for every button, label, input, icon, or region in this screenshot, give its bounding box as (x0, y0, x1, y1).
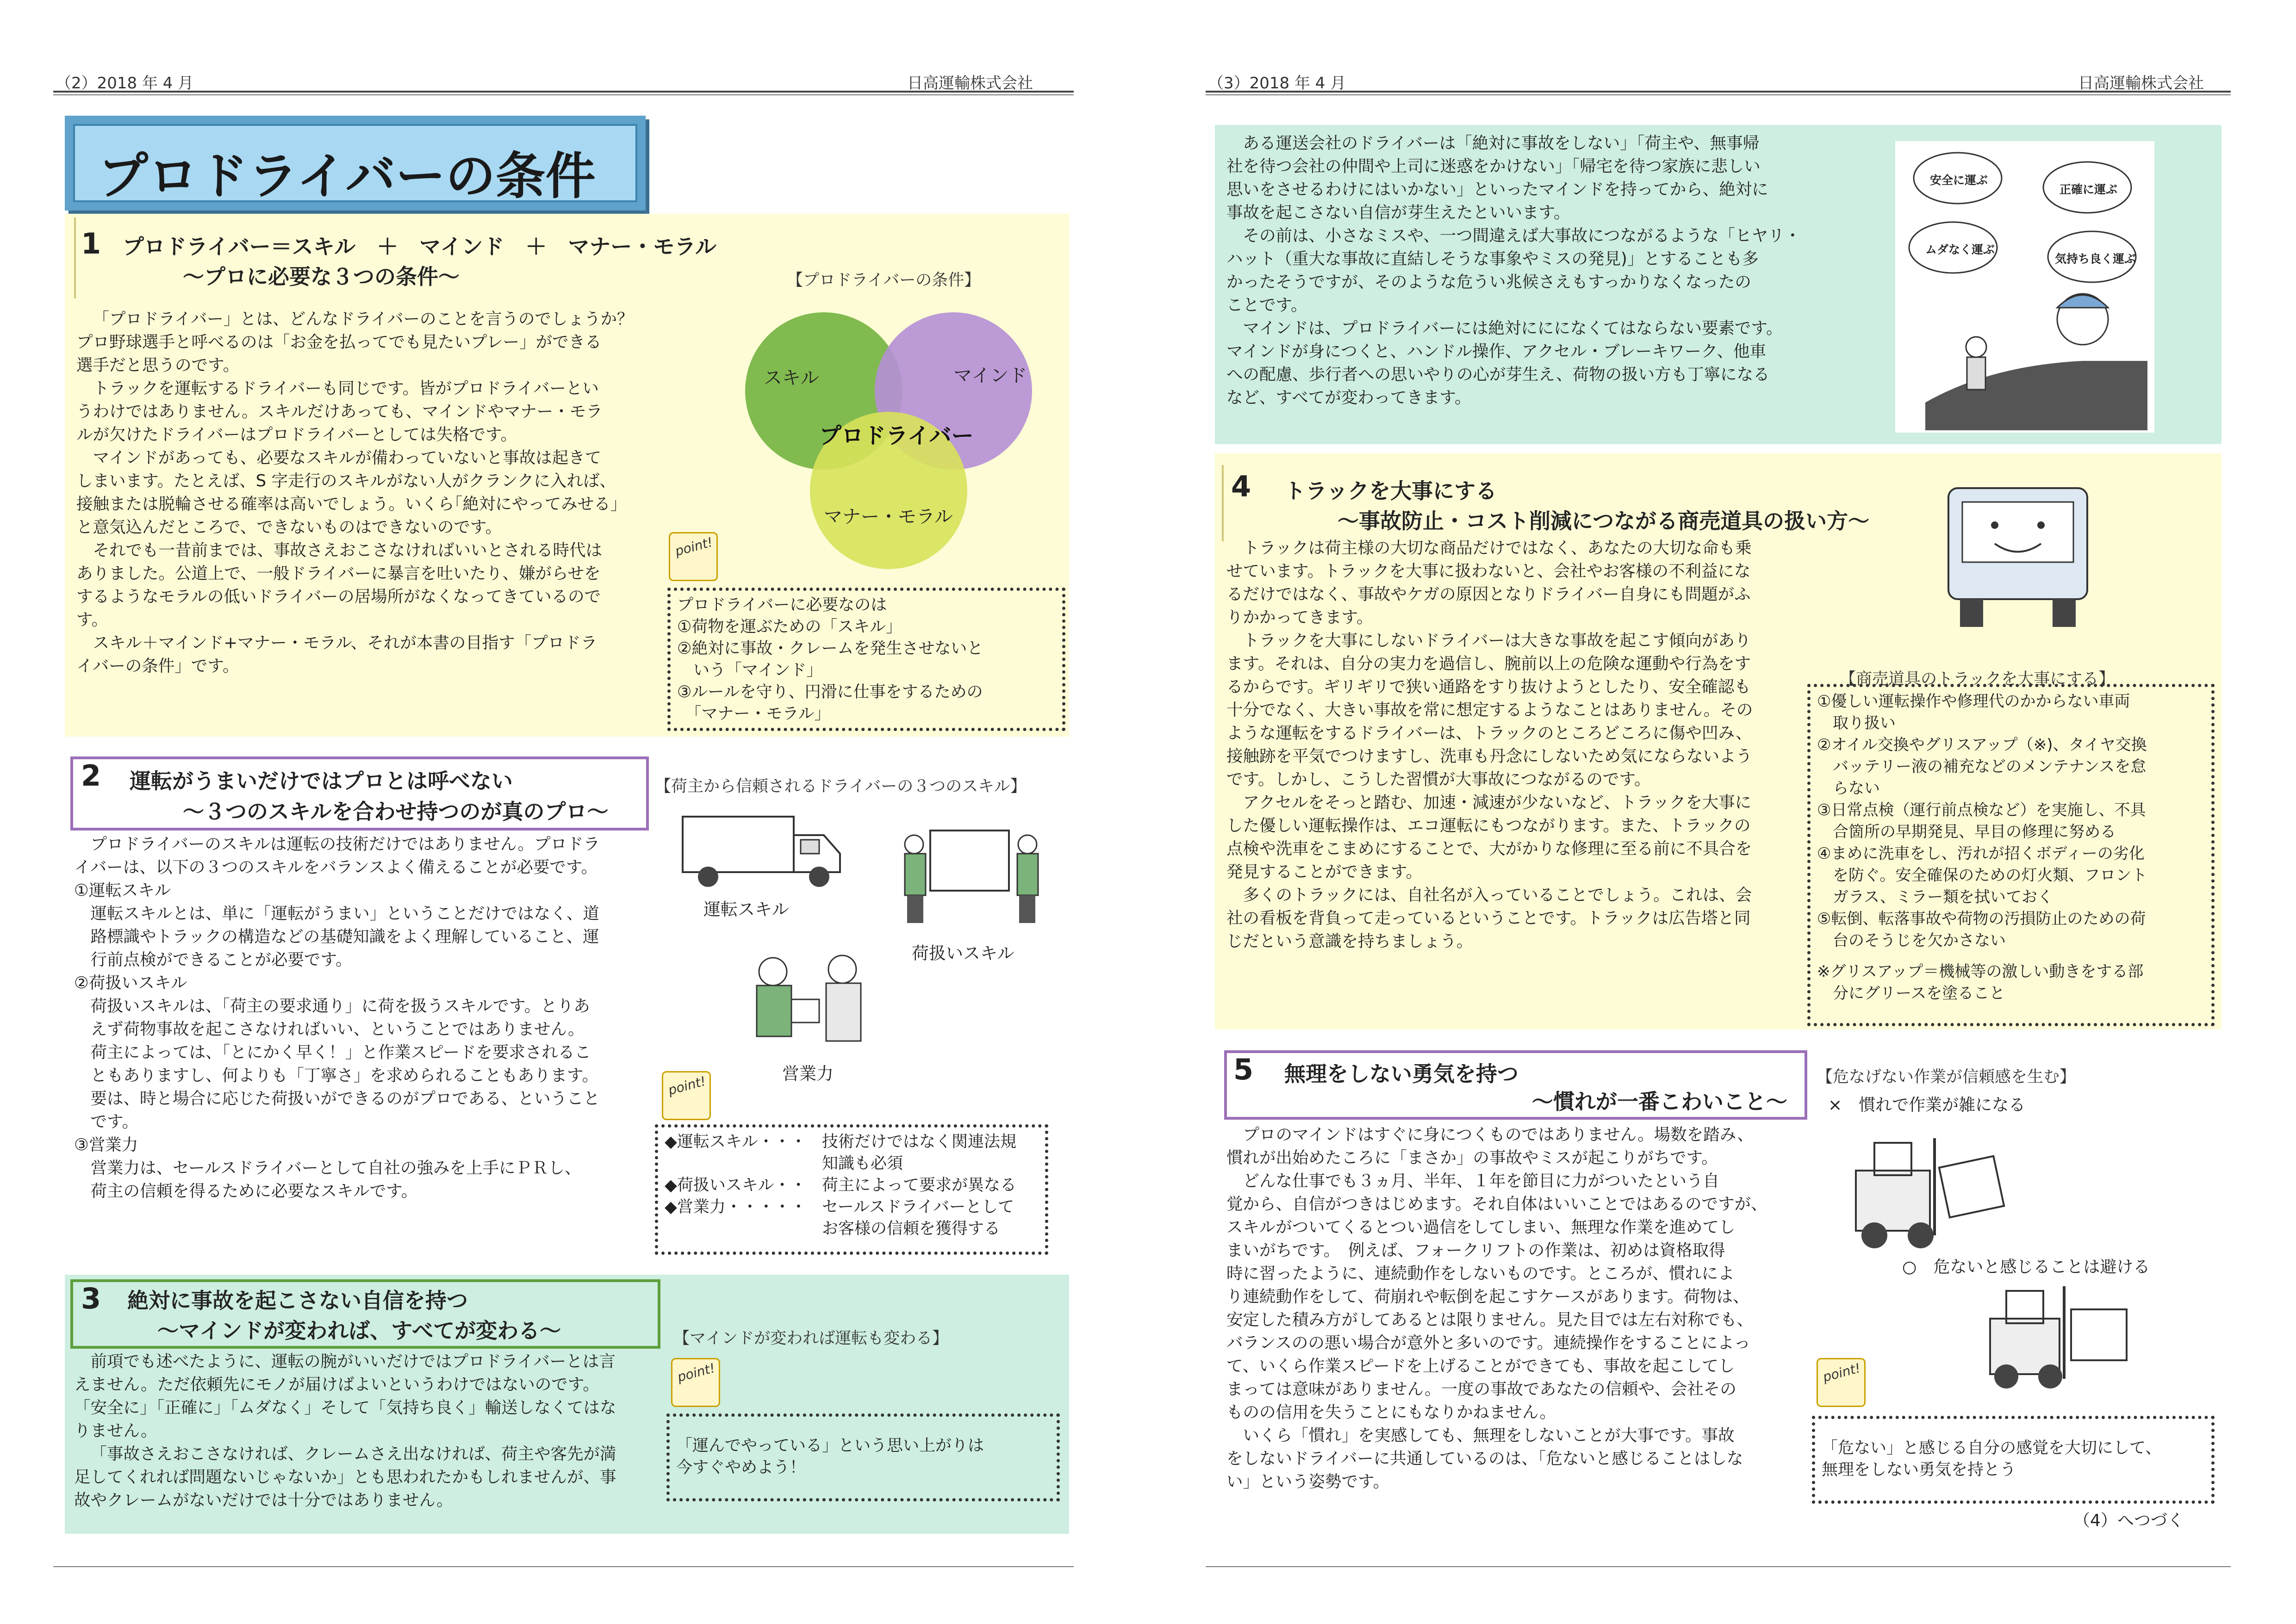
right-header-date: （3）2018 年 4 月 (1208, 74, 1346, 93)
section-2-point-box: ◆運転スキル・・・ 技術だけではなく関連法規 知識も必須 ◆荷扱いスキル・・ 荷主によって要求が異なる ◆営業力・・・・・ セールスドライバーとして お客様の信頼を獲得する (655, 1124, 1048, 1255)
label-good-practice: ○ 危ないと感じることは避ける (1902, 1258, 2150, 1277)
point-icon: point! (669, 532, 718, 581)
left-header-date: （2）2018 年 4 月 (56, 74, 194, 93)
point-icon: point! (662, 1071, 711, 1120)
section-4-body: トラックは荷主様の大切な商品だけではなく、あなたの大切な命も乗 せています。トラックを大事に扱わないと、会社やお客様の不利益にな るだけではなく、事故やケガの原因となりドライバー自身にも問題がふ りかかってきます。 トラックを大事にしないドライバーは大きな事故を起こす傾向があり ます。それは、自分の実力を過信し、腕前以上の危険な運動や行為をす るからです。ギリギリで狭い通路をすり抜けようとしたり、安全確認も 十分でなく、大きい事故を常に想定するようなことはありません。その ような運転をするドライバーは、トラックのところどころに傷や凹み、 接触跡を平気でつけますし、洗車も丹念にしないため気にならないよう です。しかし、こうした習慣が大事故につながるのです。 アクセルをそっと踏む、加速・減速が少ないなど、トラックを大事に した優しい運転操作は、エコ運転にもつながります。また、トラックの 点検や洗車をこまめにすることで、大がかりな修理に至る前に不具合を 発見することができます。 多くのトラックには、自社名が入っていることでしょう。これは、会 社の看板を背負って走っているということです。トラックは広告塔と同 じだという意識を持ちましょう。 (1226, 539, 1753, 951)
continued-note: （4）へつづく (2073, 1511, 2184, 1530)
section-5-title: 無理をしない勇気を持つ (1284, 1061, 1518, 1086)
sales-illustration (736, 944, 884, 1055)
smiling-truck-illustration (1935, 470, 2110, 636)
label-handling-skill: 荷扱いスキル (912, 943, 1014, 963)
point-icon: point! (671, 1358, 720, 1407)
main-title-frame (65, 116, 646, 211)
bubble-safe: 安全に運ぶ (1930, 174, 1988, 187)
section-4-title: トラックを大事にする (1284, 478, 1497, 503)
label-bad-practice: × 慣れで作業が雑になる (1828, 1096, 2026, 1115)
section-1-subtitle: ～プロに必要な３つの条件～ (183, 264, 460, 289)
main-title: プロドライバーの条件 (98, 148, 596, 205)
label-driving-skill: 運転スキル (703, 899, 789, 919)
bubble-accurate: 正確に運ぶ (2060, 183, 2118, 196)
section-3-title: 絶対に事故を起こさない自信を持つ (127, 1288, 468, 1313)
left-header-rule (53, 91, 1074, 93)
section-5-caption: 【危なげない作業が信頼感を生む】 (1817, 1068, 2076, 1086)
section-5-point-box: 「危ない」と感じる自分の感覚を大切にして、 無理をしない勇気を持とう (1812, 1416, 2215, 1504)
venn-label-mind: マインド (953, 365, 1027, 386)
section-5-subtitle: ～慣れが一番こわいこと～ (1532, 1089, 1787, 1114)
section-2-number: 2 (81, 759, 101, 793)
section-1-body: 「プロドライバー」とは、どんなドライバーのことを言うのでしょうか？ プロ野球選手と呼べるのは「お金を払ってでも見たいプレー」ができる 選手だと思うのです。 トラックを運転するドライバーも同じです。皆がプロドライバーとい うわけではありません。スキルだけあっても、マインドやマナー・モラ ルが欠けたドライバーはプロドライバーとしては失格です。 マインドがあっても、必要なスキルが備わっていないと事故は起きて しまいます。たとえば、S 字走行のスキルがない人がクランクに入れば、 接触または脱輪させる確率は高いでしょう。いくら｢絶対にやってみせる｣ と意気込んだところで、できないものはできないのです。 それでも一昔前までは、事故さえおこさなければいいとされる時代は ありました。公道上で、一般ドライバーに暴言を吐いたり、嫌がらせを するようなモラルの低いドライバーの居場所がなくなってきているので す。 スキル＋マインド+マナー・モラル、それが本書の目指す「プロドラ イバーの条件」です。 (76, 310, 634, 676)
section-2-subtitle: ～３つのスキルを合わせ持つのが真のプロ～ (183, 799, 609, 824)
right-footer-rule (1206, 1566, 2231, 1567)
bubble-efficient: ムダなく運ぶ (1925, 243, 1995, 256)
section-1-number: 1 (81, 227, 101, 260)
forklift-good-illustration (1981, 1282, 2134, 1393)
section-3-subtitle: ～マインドが変われば、すべてが変わる～ (157, 1318, 561, 1343)
venn-label-skill: スキル (764, 367, 819, 389)
right-header-rule (1206, 91, 2231, 93)
section-3-number: 3 (81, 1282, 101, 1315)
section-4-caption: 【商売道具のトラックを大事にする】 (1840, 670, 2115, 688)
carrying-box-illustration (893, 826, 1046, 928)
section-3-body: 前項でも述べたように、運転の腕がいいだけではプロドライバーとは言 えません。ただ依頼先にモノが届けばよいというわけではないのです。 「安全に」「正確に」「ムダなく」そして「気持ち良く」輸送しなくてはな りません。 「事故さえおこさなければ、クレームさえ出なければ、荷主や客先が満 足してくれれば問題ないじゃないか」とも思われたかもしれませんが、事 故やクレームがないだけでは十分ではありません。 (74, 1352, 616, 1510)
section-1-title: プロドライバー＝スキル ＋ マインド ＋ マナー・モラル (123, 234, 716, 259)
section-2-caption: 【荷主から信頼されるドライバーの３つのスキル】 (655, 777, 1027, 796)
venn-label-manner: マナー・モラル (824, 506, 953, 527)
section-1-point-box: プロドライバーに必要なのは ①荷物を運ぶための「スキル」 ②絶対に事故・クレームを発生させないと いう「マインド」 ③ルールを守り、円滑に仕事をするための 「マナー・モラル」 (667, 588, 1065, 731)
truck-illustration (680, 807, 847, 900)
section-4-subtitle: ～事故防止・コスト削減につながる商売道具の扱い方～ (1338, 508, 1870, 533)
section-2-body: プロドライバーのスキルは運転の技術だけではありません。プロドラ イバーは、以下の３つのスキルをバランスよく備えることが必要です。 ①運転スキル 運転スキルとは、単に「運転がうまい」ということだけではなく、道 路標識やトラックの構造などの基礎知識をよく理解していること、運 行前点検ができることが必要です。 ②荷扱いスキル 荷扱いスキルは、「荷主の要求通り」に荷を扱うスキルです。とりあ えず荷物事故を起こさなければいい、ということではありません。 荷主によっては、「とにかく早く！」と作業スピードを要求されるこ ともありますし、何よりも「丁寧さ」を求められることもあります。 要は、時と場合に応じた荷扱いができるのがプロである、ということ です。 ③営業力 営業力は、セールスドライバーとして自社の強みを上手にＰＲし、 荷主の信頼を得るために必要なスキルです。 (74, 835, 600, 1201)
intro-body: ある運送会社のドライバーは「絶対に事故をしない」「荷主や、無事帰 社を待つ会社の仲間や上司に迷惑をかけない」「帰宅を待つ家族に悲しい 思いをさせるわけにはいかない」といったマインドを持ってから、絶対に 事故を起こさない自信が芽生えたといいます。 その前は、小さなミスや、一つ間違えば大事故につながるような「ヒヤリ・ ハット（重大な事故に直結しそうな事象やミスの発見)」とすることも多 かったそうですが、そのような危うい兆候さえもすっかりなくなったの ことです。 マインドは、プロドライバーには絶対ににになくてはならない要素です。 マインドが身につくと、ハンドル操作、アクセル・ブレーキワーク、他車 への配慮、歩行者への思いやりの心が芽生え、荷物の扱い方も丁寧になる など、すべてが変わってきます。 (1226, 134, 1801, 407)
section-2-title: 運転がうまいだけではプロとは呼べない (130, 769, 513, 793)
left-footer-rule (53, 1566, 1074, 1567)
section-4-point-box: ①優しい運転操作や修理代のかからない車両 取り扱い ②オイル交換やグリスアップ（※)、タイヤ交換 バッテリー液の補充などのメンテナンスを怠 らない ③日常点検（運行前点検など）を実施し、不具 合箇所の早期発見、早目の修理に努める ④まめに洗車をし、汚れが招くボディーの劣化 を防ぐ。安全確保のための灯火類、フロント ガラス、ミラー類を拭いておく ⑤転倒、転落事故や荷物の汚損防止のための荷 台のそうじを欠かさない ※グリスアップ＝機械等の激しい動きをする部 分にグリースを塗ること (1807, 684, 2215, 1026)
forklift-bad-illustration (1847, 1129, 2009, 1254)
section-4-number: 4 (1231, 470, 1251, 503)
section-5-body: プロのマインドはすぐに身につくものではありません。場数を踏み、 慣れが出始めたころに「まさか」の事故やミスが起こりがちです。 どんな仕事でも３ヵ月、半年、１年を節目に力がついたという自 覚から、自信がつきはじめます。それ自体はいいことではあるのですが、 スキルがついてくるとつい過信をしてしまい、無理な作業を進めてし まいがちです。 例えば、フォークリフトの作業は、初めは資格取得 時に習ったように、連続動作をしないものです。ところが、慣れによ り連続動作をして、荷崩れや転倒を起こすケースがあります。荷物は、 安定した積み方がしてあるとは限りません。見た目では左右対称でも、 バランスのの悪い場合が意外と多いのです。連続操作をすることによっ て、いくら作業スピードを上げることができても、事故を起こしてし まっては意味がありません。一度の事故であなたの信頼や、会社その ものの信用を失うことにもなりかねません。 いくら「慣れ」を実感しても、無理をしないことが大事です。事故 をしないドライバーに共通しているのは、「危ないと感じることはしな い」という姿勢です。 (1226, 1125, 1767, 1491)
venn-caption: 【プロドライバーの条件】 (787, 271, 981, 290)
point-icon: point! (1817, 1358, 1866, 1407)
venn-label-center: プロドライバー (819, 423, 974, 449)
right-header-company: 日高運輸株式会社 (2078, 74, 2204, 93)
section-3-caption: 【マインドが変われば運転も変わる】 (673, 1329, 949, 1348)
section-5-number: 5 (1233, 1053, 1254, 1086)
bubble-pleasant: 気持ち良く運ぶ (2055, 252, 2136, 266)
label-sales-skill: 営業力 (782, 1064, 834, 1084)
left-header-company: 日高運輸株式会社 (907, 74, 1033, 93)
section-3-point-box: 「運んでやっている」という思い上がりは 今すぐやめよう！ (666, 1413, 1060, 1501)
